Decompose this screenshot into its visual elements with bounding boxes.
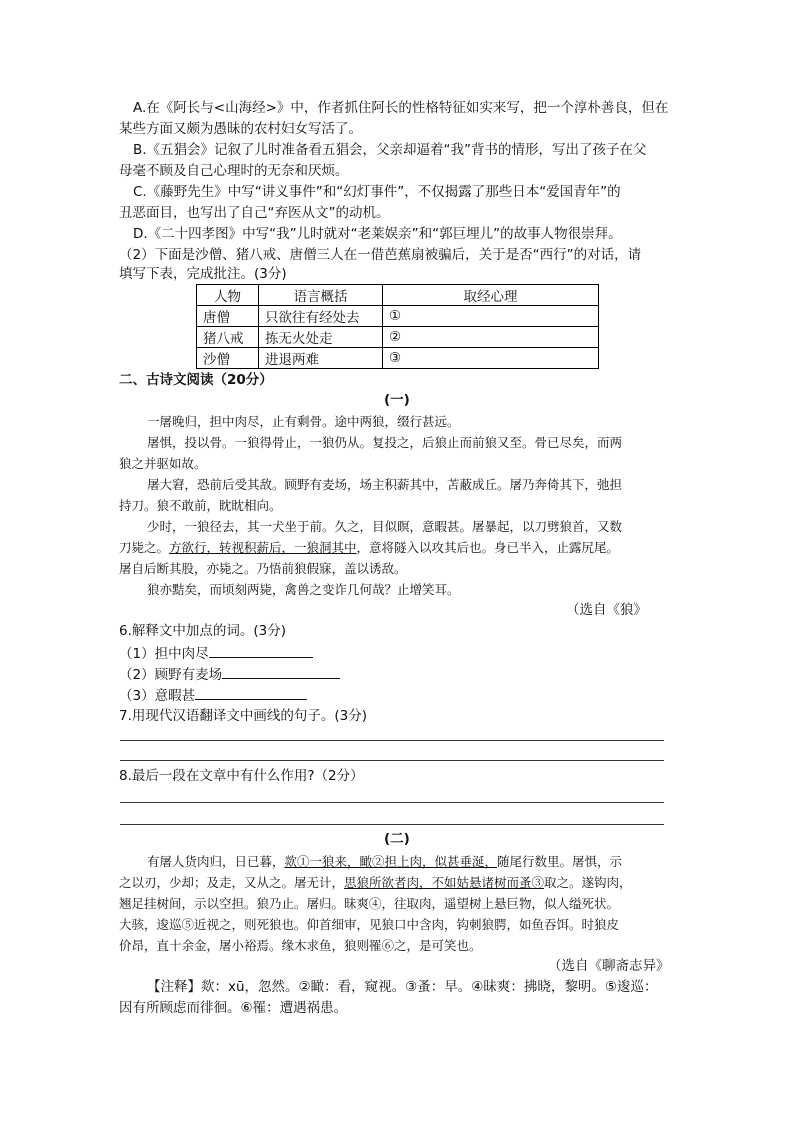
table-row xyxy=(197,327,599,348)
table-header: 语言概括 xyxy=(259,285,383,306)
option-a-cont: 某些方面又颇为愚昧的农村妇女写活了。 xyxy=(119,121,362,137)
table-cell: 猪八戒 xyxy=(197,327,259,348)
table-header-row xyxy=(197,285,599,306)
option-b-cont: 母毫不顾及自己心理时的无奈和厌烦。 xyxy=(119,163,349,179)
passage-line: 少时，一狼径去，其一犬坐于前。久之，目似瞑，意暇甚。屠暴起，以刀劈狼首，又数 xyxy=(147,519,623,534)
option-d: D.《二十四孝图》中写“我”儿时就对“老莱娱亲”和“郭巨埋儿”的故事人物很崇拜。 xyxy=(133,226,622,242)
passage-line: 一屠晚归，担中肉尽，止有剩骨。途中两狼，缀行甚远。 xyxy=(147,414,460,429)
question-6-1: （1）担中肉尽 xyxy=(119,643,313,664)
source-citation: （选自《聊斋志异》 xyxy=(548,958,670,974)
answer-line[interactable] xyxy=(120,802,664,803)
answer-line[interactable] xyxy=(120,760,664,761)
question-8: 8.最后一段在文章中有什么作用?（2分） xyxy=(119,768,364,784)
passage-text: 刀毙之。 xyxy=(119,540,170,555)
passage-line: 之以刃，少却；及走，又从之。屠无计，思狼所欲者肉，不如姑悬诸树而蚤③取之。遂钩肉， xyxy=(119,875,632,890)
passage-line: 翘足挂树间，示以空担。狼乃止。屠归。昧爽④，往取肉，遥望树上悬巨物，似人缢死状。 xyxy=(119,896,620,911)
answer-blank[interactable] xyxy=(209,643,313,658)
question-2: （2）下面是沙僧、猪八戒、唐僧三人在一借芭蕉扇被骗后，关于是否“西行”的对话，请 xyxy=(119,247,642,263)
table-cell: 进退两难 xyxy=(259,348,383,369)
passage-line: 价昂，直十余金，屠小裕焉。缘木求鱼，狼则罹⑥之，是可笑也。 xyxy=(119,938,482,953)
table-row xyxy=(197,306,599,327)
passage-line xyxy=(119,538,619,558)
passage-line: 狼之并驱如故。 xyxy=(119,456,207,471)
table-header: 取经心理 xyxy=(383,285,599,306)
section-title: 二、古诗文阅读（20分） xyxy=(119,372,273,388)
option-b: B.《五猖会》记叙了儿时准备看五猖会，父亲却逼着“我”背书的情形，写出了孩子在父 xyxy=(133,142,647,158)
passage-line: 持刀。狼不敢前，眈眈相向。 xyxy=(119,498,282,513)
passage-line: 有屠人货肉归，日已暮，欻①一狼来，瞰②担上肉，似甚垂涎，随尾行数里。屠惧，示 xyxy=(147,854,623,869)
answer-line[interactable] xyxy=(120,740,664,741)
passage-line: 狼亦黠矣，而顷刻两毙，禽兽之变诈几何哉？止增笑耳。 xyxy=(147,582,460,597)
underlined-sentence: 思狼所欲者肉，不如姑悬诸树而蚤③ xyxy=(344,875,545,890)
underlined-sentence: 方欲行，转视积薪后，一狼洞其中 xyxy=(169,540,357,555)
part-two-heading: (二) xyxy=(384,831,410,847)
passage-line: 屠惧，投以骨。一狼得骨止，一狼仍从。复投之，后狼止而前狼又至。骨已尽矣，而两 xyxy=(147,435,623,450)
source-citation: （选自《狼》 xyxy=(566,602,647,618)
passage-line: 大骇，逡巡⑤近视之，则死狼也。仰首细审，见狼口中含肉，钩刺狼腭，如鱼吞饵。时狼皮 xyxy=(119,917,620,932)
footnote-cont: 因有所顾虑而徘徊。⑥罹：遭遇祸患。 xyxy=(119,1000,348,1016)
answer-blank[interactable] xyxy=(222,664,340,679)
question-7: 7.用现代汉语翻译文中画线的句子。(3分) xyxy=(119,708,368,724)
part-one-heading: (一) xyxy=(384,392,410,408)
table-cell: ③ xyxy=(383,348,599,369)
option-c: C.《藤野先生》中写“讲义事件”和“幻灯事件”，不仅揭露了那些日本“爱国青年”的 xyxy=(133,184,621,200)
question-6-2: （2）顾野有麦场 xyxy=(119,664,340,685)
passage-line: 屠自后断其股，亦毙之。乃悟前狼假寐，盖以诱敌。 xyxy=(119,561,407,576)
question-6: 6.解释文中加点的词。(3分) xyxy=(119,623,287,639)
table-cell: 唐僧 xyxy=(197,306,259,327)
option-a: A.在《阿长与<山海经>》中，作者抓住阿长的性格特征如实来写，把一个淳朴善良，但在 xyxy=(133,100,669,116)
table-cell: 拣无火处走 xyxy=(259,327,383,348)
table-cell: 沙僧 xyxy=(197,348,259,369)
underlined-sentence: 欻①一狼来，瞰②担上肉，似甚垂涎， xyxy=(284,854,498,869)
psychology-table xyxy=(196,284,599,369)
table-cell: ① xyxy=(383,306,599,327)
table-cell: 只欲往有经处去 xyxy=(259,306,383,327)
table-cell: ② xyxy=(383,327,599,348)
passage-text: ，意将隧入以攻其后也。身已半入，止露尻尾。 xyxy=(356,540,620,555)
footnote: 【注释】欻：xū，忽然。②瞰：看，窥视。③蚤：早。④昧爽：拂晓，黎明。⑤逡巡： xyxy=(147,979,658,995)
table-header: 人物 xyxy=(197,285,259,306)
table-row xyxy=(197,348,599,369)
answer-line[interactable] xyxy=(120,824,664,825)
answer-blank[interactable] xyxy=(195,685,307,700)
passage-line: 屠大窘，恐前后受其敌。顾野有麦场，场主积薪其中，苫蔽成丘。屠乃奔倚其下，弛担 xyxy=(147,477,623,492)
question-2-cont: 填写下表，完成批注。(3分) xyxy=(119,266,287,282)
option-c-cont: 丑恶面目，也写出了自己“弃医从文”的动机。 xyxy=(119,205,390,221)
question-6-3: （3）意暇甚 xyxy=(119,685,307,706)
